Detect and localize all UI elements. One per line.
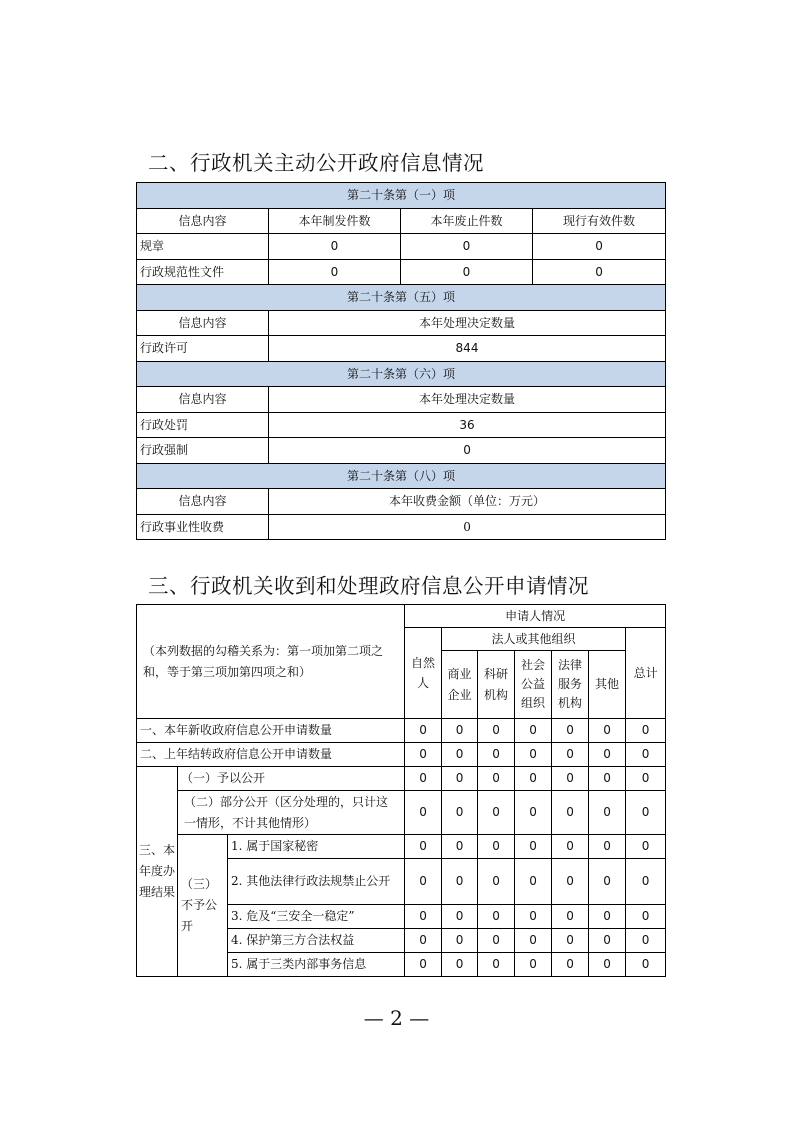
row-label: 行政处罚 [137,412,269,438]
cell-value: 0 [442,767,478,791]
cell-value: 0 [405,835,442,859]
cell-value: 0 [405,719,442,743]
cell-value: 0 [269,514,666,540]
legal-entity-header: 法人或其他组织 [442,628,626,651]
cell-value: 0 [405,953,442,977]
note-cell: （本列数据的勾稽关系为：第一项加第二项之和，等于第三项加第四项之和） [137,605,405,719]
cell-value: 0 [589,719,626,743]
cell-value: 844 [269,336,666,362]
cell-value: 0 [552,859,589,905]
cell-value: 0 [626,859,666,905]
result-label: 三、本年度办理结果 [137,767,178,977]
cell-value: 0 [515,719,552,743]
cell-value: 0 [589,905,626,929]
cell-value: 0 [478,953,515,977]
art6-header: 第二十条第（六）项 [137,361,666,387]
cell-value: 0 [589,835,626,859]
cell-value: 0 [552,929,589,953]
row-label: 行政事业性收费 [137,514,269,540]
cell-value: 0 [626,929,666,953]
cell-value: 0 [515,835,552,859]
cell-value: 0 [589,767,626,791]
col-decisions: 本年处理决定数量 [269,387,666,413]
col-info-content: 信息内容 [137,489,269,515]
cell-value: 0 [401,259,533,285]
cell-value: 0 [442,953,478,977]
cell-value: 0 [626,953,666,977]
cell-value: 0 [405,791,442,835]
cell-value: 0 [552,953,589,977]
cell-value: 0 [478,743,515,767]
col-issued: 本年制发件数 [269,208,401,234]
cell-value: 0 [478,791,515,835]
cell-value: 0 [269,438,666,464]
col-research: 科研机构 [478,651,515,719]
col-legal-service: 法律服务机构 [552,651,589,719]
row-label: 二、上年结转政府信息公开申请数量 [137,743,405,767]
cell-value: 0 [478,929,515,953]
row-label: 1. 属于国家秘密 [228,835,405,859]
cell-value: 0 [269,259,401,285]
cell-value: 0 [405,767,442,791]
col-decisions: 本年处理决定数量 [269,310,666,336]
col-business: 商业企业 [442,651,478,719]
cell-value: 0 [442,791,478,835]
cell-value: 0 [552,791,589,835]
cell-value: 0 [552,905,589,929]
cell-value: 0 [442,743,478,767]
cell-value: 0 [478,859,515,905]
total-header: 总计 [626,628,666,719]
cell-value: 0 [515,905,552,929]
cell-value: 0 [515,767,552,791]
col-valid: 现行有效件数 [533,208,666,234]
cell-value: 0 [589,859,626,905]
cell-value: 0 [442,905,478,929]
cell-value: 0 [626,835,666,859]
cell-value: 0 [478,835,515,859]
cell-value: 0 [589,791,626,835]
cell-value: 0 [405,929,442,953]
col-other: 其他 [589,651,626,719]
row-label: 3. 危及“三安全一稳定” [228,905,405,929]
cell-value: 0 [589,929,626,953]
col-abolished: 本年废止件数 [401,208,533,234]
row-label: （二）部分公开（区分处理的，只计这一情形，不计其他情形） [178,791,405,835]
cell-value: 0 [405,743,442,767]
cell-value: 0 [552,767,589,791]
col-info-content: 信息内容 [137,310,269,336]
col-info-content: 信息内容 [137,208,269,234]
row-label: 行政强制 [137,438,269,464]
section-2-title: 二、行政机关主动公开政府信息情况 [148,151,484,175]
cell-value: 0 [442,835,478,859]
cell-value: 0 [552,743,589,767]
col-public-welfare: 社会公益组织 [515,651,552,719]
cell-value: 0 [442,929,478,953]
not-open-label: （三）不予公开 [178,835,228,977]
cell-value: 0 [515,953,552,977]
cell-value: 0 [269,234,401,260]
row-label: 2. 其他法律行政法规禁止公开 [228,859,405,905]
art8-header: 第二十条第（八）项 [137,463,666,489]
cell-value: 0 [478,905,515,929]
proactive-disclosure-table [136,182,666,540]
natural-person-header: 自然人 [405,628,442,719]
row-label: 一、本年新收政府信息公开申请数量 [137,719,405,743]
cell-value: 0 [626,767,666,791]
page-number: — 2 — [363,1006,430,1030]
cell-value: 0 [442,859,478,905]
row-label: 5. 属于三类内部事务信息 [228,953,405,977]
row-label: 4. 保护第三方合法权益 [228,929,405,953]
cell-value: 0 [589,953,626,977]
cell-value: 0 [478,719,515,743]
cell-value: 0 [626,719,666,743]
cell-value: 0 [515,743,552,767]
cell-value: 0 [442,719,478,743]
cell-value: 0 [626,743,666,767]
cell-value: 0 [533,259,666,285]
art5-header: 第二十条第（五）项 [137,285,666,311]
col-info-content: 信息内容 [137,387,269,413]
row-label: 规章 [137,234,269,260]
cell-value: 0 [589,743,626,767]
cell-value: 0 [515,859,552,905]
cell-value: 0 [515,929,552,953]
application-handling-table [136,604,666,977]
cell-value: 0 [626,905,666,929]
section-3-title: 三、行政机关收到和处理政府信息公开申请情况 [148,574,589,598]
cell-value: 0 [405,905,442,929]
cell-value: 36 [269,412,666,438]
cell-value: 0 [533,234,666,260]
row-label: 行政许可 [137,336,269,362]
col-fee-amount: 本年收费金额（单位：万元） [269,489,666,515]
row-label: 行政规范性文件 [137,259,269,285]
cell-value: 0 [552,835,589,859]
cell-value: 0 [478,767,515,791]
cell-value: 0 [401,234,533,260]
cell-value: 0 [515,791,552,835]
row-label: （一）予以公开 [178,767,405,791]
cell-value: 0 [552,719,589,743]
cell-value: 0 [405,859,442,905]
art1-header: 第二十条第（一）项 [137,183,666,209]
applicant-header: 申请人情况 [405,605,666,628]
cell-value: 0 [626,791,666,835]
